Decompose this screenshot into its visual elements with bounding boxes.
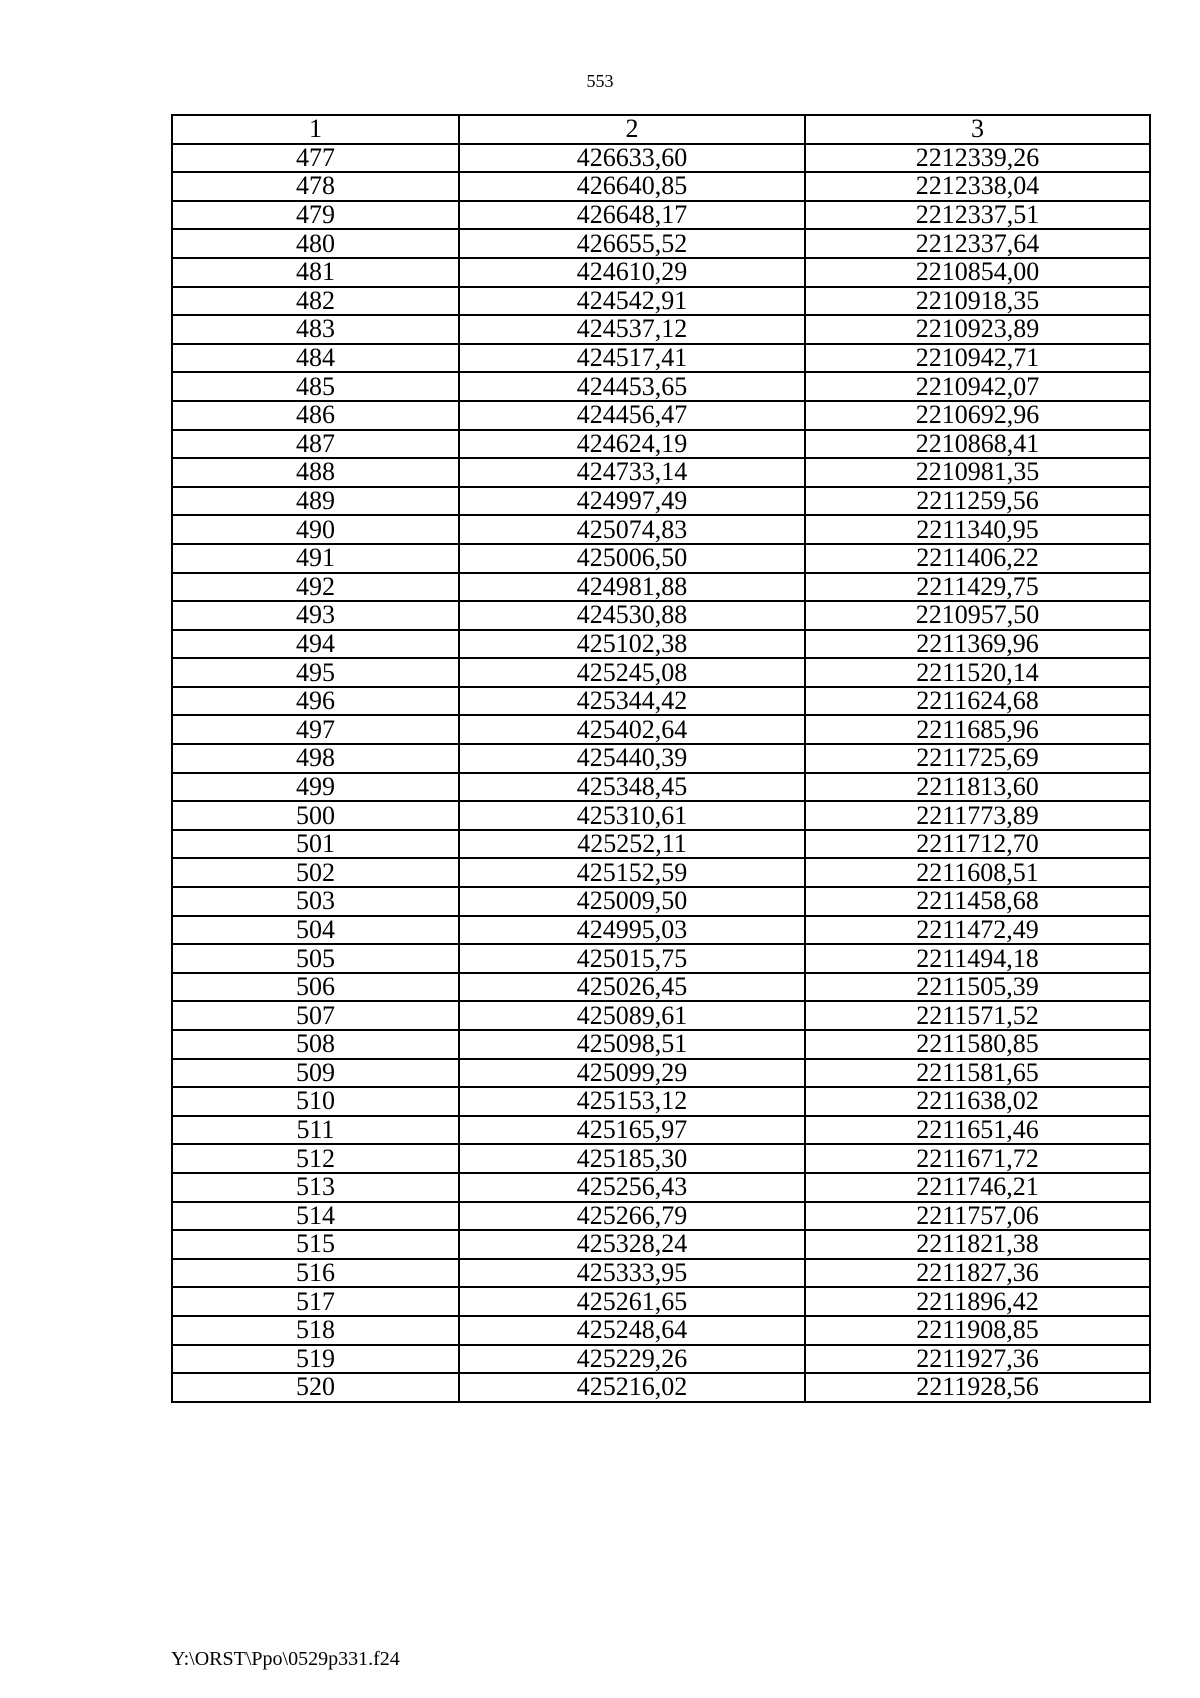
point-number-cell: 516 (172, 1259, 459, 1288)
table-row (172, 916, 1150, 945)
coordinate-y-cell: 2211813,60 (805, 773, 1150, 802)
table-row (172, 773, 1150, 802)
coordinate-y-cell: 2212337,51 (805, 201, 1150, 230)
point-number-cell: 505 (172, 944, 459, 973)
coordinate-x-cell: 426633,60 (459, 144, 805, 173)
coordinate-y-cell: 2211685,96 (805, 715, 1150, 744)
page-number: 553 (586, 71, 614, 91)
coordinate-x-cell: 425348,45 (459, 773, 805, 802)
table-row (172, 601, 1150, 630)
table-header-row (172, 115, 1150, 144)
table-row (172, 715, 1150, 744)
point-number-cell: 503 (172, 887, 459, 916)
table-row (172, 858, 1150, 887)
file-path-footer: Y:\ORST\Ppo\0529p331.f24 (171, 1648, 400, 1670)
table-header (172, 115, 1150, 144)
table-row (172, 287, 1150, 316)
coordinate-x-cell: 425440,39 (459, 744, 805, 773)
table-row (172, 401, 1150, 430)
point-number-cell: 513 (172, 1173, 459, 1202)
coordinate-x-cell: 425099,29 (459, 1059, 805, 1088)
coordinate-x-cell: 425185,30 (459, 1144, 805, 1173)
table-row (172, 372, 1150, 401)
coordinate-x-cell: 426655,52 (459, 229, 805, 258)
coordinate-y-cell: 2211429,75 (805, 573, 1150, 602)
coordinate-y-cell: 2211259,56 (805, 487, 1150, 516)
point-number-cell: 488 (172, 458, 459, 487)
point-number-cell: 514 (172, 1202, 459, 1231)
point-number-cell: 498 (172, 744, 459, 773)
coordinate-y-cell: 2212339,26 (805, 144, 1150, 173)
table-row (172, 1230, 1150, 1259)
coordinates-table (171, 114, 1151, 1403)
point-number-cell: 520 (172, 1373, 459, 1402)
column-header-3: 3 (805, 115, 1150, 144)
coordinate-y-cell: 2211580,85 (805, 1030, 1150, 1059)
point-number-cell: 492 (172, 573, 459, 602)
point-number-cell: 502 (172, 858, 459, 887)
point-number-cell: 504 (172, 916, 459, 945)
table-body (172, 144, 1150, 1402)
coordinate-x-cell: 426648,17 (459, 201, 805, 230)
table-row (172, 1030, 1150, 1059)
coordinate-y-cell: 2211472,49 (805, 916, 1150, 945)
table-row (172, 1059, 1150, 1088)
coordinate-x-cell: 424530,88 (459, 601, 805, 630)
table-row (172, 315, 1150, 344)
table-row (172, 487, 1150, 516)
table-row (172, 658, 1150, 687)
point-number-cell: 493 (172, 601, 459, 630)
point-number-cell: 485 (172, 372, 459, 401)
point-number-cell: 506 (172, 973, 459, 1002)
point-number-cell: 495 (172, 658, 459, 687)
point-number-cell: 477 (172, 144, 459, 173)
point-number-cell: 501 (172, 830, 459, 859)
table-row (172, 1116, 1150, 1145)
column-header-2: 2 (459, 115, 805, 144)
table-row (172, 630, 1150, 659)
coordinate-x-cell: 424624,19 (459, 430, 805, 459)
table-row (172, 1316, 1150, 1345)
coordinate-y-cell: 2210692,96 (805, 401, 1150, 430)
table-row (172, 1345, 1150, 1374)
table-row (172, 830, 1150, 859)
table-row (172, 144, 1150, 173)
coordinate-y-cell: 2211406,22 (805, 544, 1150, 573)
table-row (172, 515, 1150, 544)
point-number-cell: 480 (172, 229, 459, 258)
point-number-cell: 479 (172, 201, 459, 230)
point-number-cell: 496 (172, 687, 459, 716)
table-row (172, 1001, 1150, 1030)
coordinate-y-cell: 2211571,52 (805, 1001, 1150, 1030)
coordinate-x-cell: 425256,43 (459, 1173, 805, 1202)
point-number-cell: 478 (172, 172, 459, 201)
coordinate-y-cell: 2210854,00 (805, 258, 1150, 287)
point-number-cell: 482 (172, 287, 459, 316)
point-number-cell: 500 (172, 801, 459, 830)
coordinate-x-cell: 425152,59 (459, 858, 805, 887)
coordinate-y-cell: 2211821,38 (805, 1230, 1150, 1259)
coordinate-y-cell: 2211638,02 (805, 1087, 1150, 1116)
point-number-cell: 512 (172, 1144, 459, 1173)
coordinate-x-cell: 424610,29 (459, 258, 805, 287)
table-row (172, 1202, 1150, 1231)
coordinate-y-cell: 2212338,04 (805, 172, 1150, 201)
coordinate-y-cell: 2210918,35 (805, 287, 1150, 316)
table-row (172, 1373, 1150, 1402)
point-number-cell: 518 (172, 1316, 459, 1345)
coordinate-x-cell: 426640,85 (459, 172, 805, 201)
point-number-cell: 507 (172, 1001, 459, 1030)
coordinate-y-cell: 2211520,14 (805, 658, 1150, 687)
coordinate-y-cell: 2210923,89 (805, 315, 1150, 344)
point-number-cell: 490 (172, 515, 459, 544)
coordinate-x-cell: 425216,02 (459, 1373, 805, 1402)
table-row (172, 1287, 1150, 1316)
coordinate-x-cell: 424997,49 (459, 487, 805, 516)
point-number-cell: 481 (172, 258, 459, 287)
coordinate-x-cell: 425006,50 (459, 544, 805, 573)
coordinate-x-cell: 425102,38 (459, 630, 805, 659)
table-row (172, 172, 1150, 201)
table-row (172, 744, 1150, 773)
coordinate-x-cell: 424542,91 (459, 287, 805, 316)
table-row (172, 430, 1150, 459)
coordinate-x-cell: 425098,51 (459, 1030, 805, 1059)
table-row (172, 944, 1150, 973)
coordinate-x-cell: 425261,65 (459, 1287, 805, 1316)
coordinate-y-cell: 2211505,39 (805, 973, 1150, 1002)
point-number-cell: 483 (172, 315, 459, 344)
coordinate-x-cell: 424995,03 (459, 916, 805, 945)
coordinate-y-cell: 2211369,96 (805, 630, 1150, 659)
point-number-cell: 515 (172, 1230, 459, 1259)
coordinate-x-cell: 425015,75 (459, 944, 805, 973)
point-number-cell: 509 (172, 1059, 459, 1088)
coordinate-y-cell: 2211928,56 (805, 1373, 1150, 1402)
coordinate-y-cell: 2211624,68 (805, 687, 1150, 716)
table-row (172, 544, 1150, 573)
coordinate-x-cell: 424456,47 (459, 401, 805, 430)
table-row (172, 458, 1150, 487)
coordinate-x-cell: 424453,65 (459, 372, 805, 401)
coordinate-y-cell: 2210868,41 (805, 430, 1150, 459)
coordinate-x-cell: 425074,83 (459, 515, 805, 544)
point-number-cell: 486 (172, 401, 459, 430)
coordinate-x-cell: 425026,45 (459, 973, 805, 1002)
coordinate-y-cell: 2211927,36 (805, 1345, 1150, 1374)
coordinate-y-cell: 2211908,85 (805, 1316, 1150, 1345)
coordinate-x-cell: 424981,88 (459, 573, 805, 602)
table-row (172, 1173, 1150, 1202)
coordinate-x-cell: 425333,95 (459, 1259, 805, 1288)
point-number-cell: 491 (172, 544, 459, 573)
table-row (172, 687, 1150, 716)
table-row (172, 1087, 1150, 1116)
table-row (172, 229, 1150, 258)
table-row (172, 344, 1150, 373)
coordinate-x-cell: 425266,79 (459, 1202, 805, 1231)
coordinate-y-cell: 2211712,70 (805, 830, 1150, 859)
coordinate-y-cell: 2211671,72 (805, 1144, 1150, 1173)
point-number-cell: 508 (172, 1030, 459, 1059)
coordinate-x-cell: 424537,12 (459, 315, 805, 344)
coordinate-y-cell: 2211340,95 (805, 515, 1150, 544)
table-row (172, 973, 1150, 1002)
coordinate-x-cell: 425009,50 (459, 887, 805, 916)
coordinate-x-cell: 425328,24 (459, 1230, 805, 1259)
point-number-cell: 497 (172, 715, 459, 744)
coordinate-y-cell: 2211458,68 (805, 887, 1150, 916)
coordinate-y-cell: 2211725,69 (805, 744, 1150, 773)
coordinate-y-cell: 2211827,36 (805, 1259, 1150, 1288)
coordinate-y-cell: 2211746,21 (805, 1173, 1150, 1202)
coordinate-y-cell: 2210981,35 (805, 458, 1150, 487)
point-number-cell: 519 (172, 1345, 459, 1374)
table-row (172, 201, 1150, 230)
coordinate-y-cell: 2211608,51 (805, 858, 1150, 887)
table-row (172, 887, 1150, 916)
coordinate-y-cell: 2211773,89 (805, 801, 1150, 830)
coordinate-x-cell: 425153,12 (459, 1087, 805, 1116)
point-number-cell: 484 (172, 344, 459, 373)
coordinate-y-cell: 2211494,18 (805, 944, 1150, 973)
coordinate-y-cell: 2210942,71 (805, 344, 1150, 373)
coordinate-x-cell: 425344,42 (459, 687, 805, 716)
table-row (172, 801, 1150, 830)
table-row (172, 1144, 1150, 1173)
table-row (172, 1259, 1150, 1288)
point-number-cell: 499 (172, 773, 459, 802)
coordinate-x-cell: 425402,64 (459, 715, 805, 744)
coordinate-x-cell: 425089,61 (459, 1001, 805, 1030)
coordinate-y-cell: 2211896,42 (805, 1287, 1150, 1316)
point-number-cell: 487 (172, 430, 459, 459)
column-header-1: 1 (172, 115, 459, 144)
coordinate-y-cell: 2210942,07 (805, 372, 1150, 401)
point-number-cell: 517 (172, 1287, 459, 1316)
point-number-cell: 510 (172, 1087, 459, 1116)
coordinate-y-cell: 2212337,64 (805, 229, 1150, 258)
coordinate-y-cell: 2211651,46 (805, 1116, 1150, 1145)
coordinate-x-cell: 425165,97 (459, 1116, 805, 1145)
point-number-cell: 511 (172, 1116, 459, 1145)
point-number-cell: 494 (172, 630, 459, 659)
coordinate-x-cell: 425245,08 (459, 658, 805, 687)
coordinate-y-cell: 2211581,65 (805, 1059, 1150, 1088)
point-number-cell: 489 (172, 487, 459, 516)
coordinate-y-cell: 2210957,50 (805, 601, 1150, 630)
coordinate-x-cell: 425310,61 (459, 801, 805, 830)
coordinate-x-cell: 425248,64 (459, 1316, 805, 1345)
coordinate-x-cell: 425252,11 (459, 830, 805, 859)
coordinate-x-cell: 424733,14 (459, 458, 805, 487)
coordinate-y-cell: 2211757,06 (805, 1202, 1150, 1231)
table-row (172, 573, 1150, 602)
table-row (172, 258, 1150, 287)
coordinates-table-container (171, 114, 1151, 1403)
coordinate-x-cell: 424517,41 (459, 344, 805, 373)
coordinate-x-cell: 425229,26 (459, 1345, 805, 1374)
